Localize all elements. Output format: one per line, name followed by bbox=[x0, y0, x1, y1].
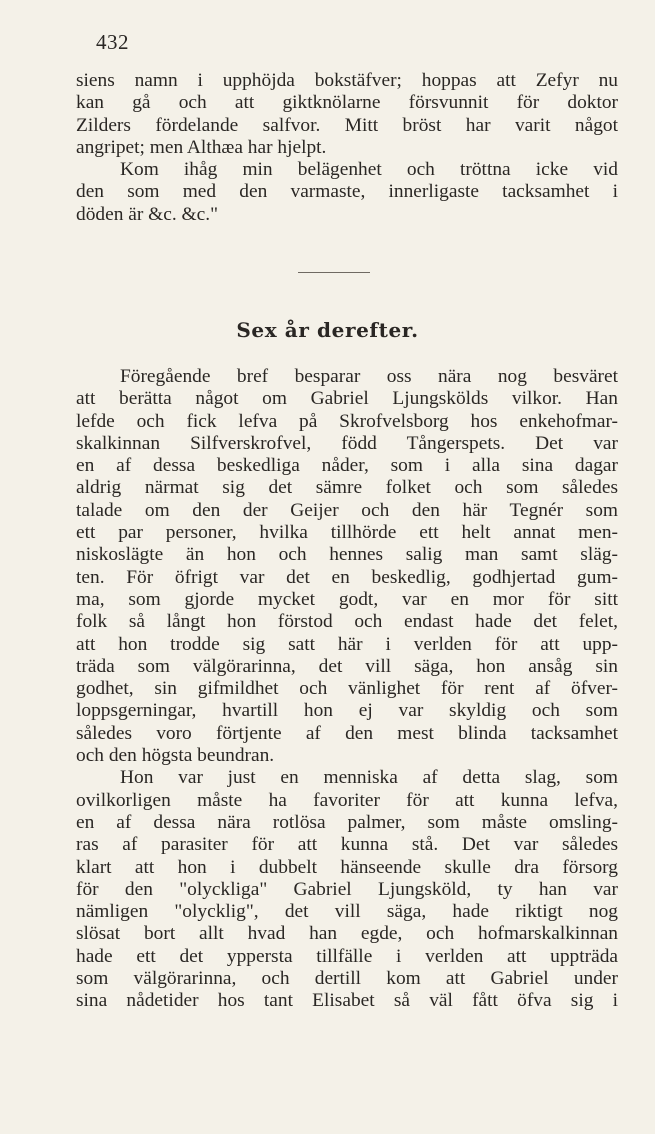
text-line: ten. För öfrigt var det en beskedlig, godhjertad gum- bbox=[76, 566, 618, 588]
text-line: folk så långt hon förstod och endast hade det felet, bbox=[76, 611, 618, 633]
text-line: en af dessa beskedliga nåder, som i alla sina dagar bbox=[76, 455, 618, 477]
text-line: klart att hon i dubbelt hänseende skulle dra försorg bbox=[76, 856, 618, 878]
text-line: att berätta något om Gabriel Ljungskölds vilkor. Han bbox=[76, 388, 618, 410]
text-line: träda som välgörarinna, det vill säga, hon ansåg sin bbox=[76, 655, 618, 677]
text-line: och den högsta beundran. bbox=[76, 745, 275, 767]
text-line: den som med den varmaste, innerligaste tacksamhet i bbox=[76, 181, 618, 203]
text-line: Zilders fördelande salfvor. Mitt bröst har varit något bbox=[76, 114, 618, 136]
section-heading: Sex år derefter. bbox=[236, 318, 419, 342]
text-line: kan gå och att giktknölarne försvunnit för doktor bbox=[76, 92, 618, 114]
text-line: skalkinnan Silfverskrofvel, född Tångerspets. Det var bbox=[76, 432, 618, 454]
text-line: talade om den der Geijer och den här Tegnér som bbox=[76, 499, 618, 521]
text-line: för den "olyckliga" Gabriel Ljungsköld, ty han var bbox=[76, 878, 618, 900]
letter-ending bbox=[76, 70, 618, 226]
text-line: som välgörarinna, och dertill kom att Gabriel under bbox=[76, 968, 618, 990]
text-line: således voro förtjente af den mest blinda tacksamhet bbox=[76, 722, 618, 744]
text-line: döden är &c. &c." bbox=[76, 203, 218, 225]
text-line: angripet; men Althæa har hjelpt. bbox=[76, 136, 327, 158]
text-line: ovilkorligen måste ha favoriter för att kunna lefva, bbox=[76, 789, 618, 811]
text-line: niskoslägte än hon och hennes salig man samt släg- bbox=[76, 544, 618, 566]
text-line: lefde och fick lefva på Skrofvelsborg hos enkehofmar- bbox=[76, 410, 618, 432]
body-text bbox=[76, 366, 618, 1013]
section-divider bbox=[298, 272, 370, 273]
text-line: slösat bort allt hvad han egde, och hofmarskalkinnan bbox=[76, 923, 618, 945]
text-line: en af dessa nära rotlösa palmer, som måste omsling- bbox=[76, 811, 618, 833]
text-line: ma, som gjorde mycket godt, var en mor för sitt bbox=[76, 588, 618, 610]
text-line: nämligen "olycklig", det vill säga, hade riktigt nog bbox=[76, 901, 618, 923]
text-line: aldrig närmat sig det sämre folket och som således bbox=[76, 477, 618, 499]
text-line: Föregående bref besparar oss nära nog besväret bbox=[120, 366, 618, 387]
page-number: 432 bbox=[96, 30, 129, 54]
text-line: sina nådetider hos tant Elisabet så väl fått öfva sig i bbox=[76, 990, 618, 1012]
text-line: hade ett det yppersta tillfälle i verlden att uppträda bbox=[76, 945, 618, 967]
text-line: godhet, sin gifmildhet och vänlighet för rent af öfver- bbox=[76, 678, 618, 700]
text-line: ett par personer, hvilka tillhörde ett helt annat men- bbox=[76, 522, 618, 544]
text-line: Kom ihåg min belägenhet och tröttna icke vid bbox=[120, 159, 618, 181]
text-line: loppsgerningar, hvartill hon ej var skyldig och som bbox=[76, 700, 618, 722]
text-line: siens namn i upphöjda bokstäfver; hoppas att Zefyr nu bbox=[76, 70, 618, 91]
text-line: Hon var just en menniska af detta slag, som bbox=[120, 767, 618, 789]
text-line: ras af parasiter för att kunna stå. Det var således bbox=[76, 834, 618, 856]
text-line: att hon trodde sig satt här i verlden för att upp- bbox=[76, 633, 618, 655]
